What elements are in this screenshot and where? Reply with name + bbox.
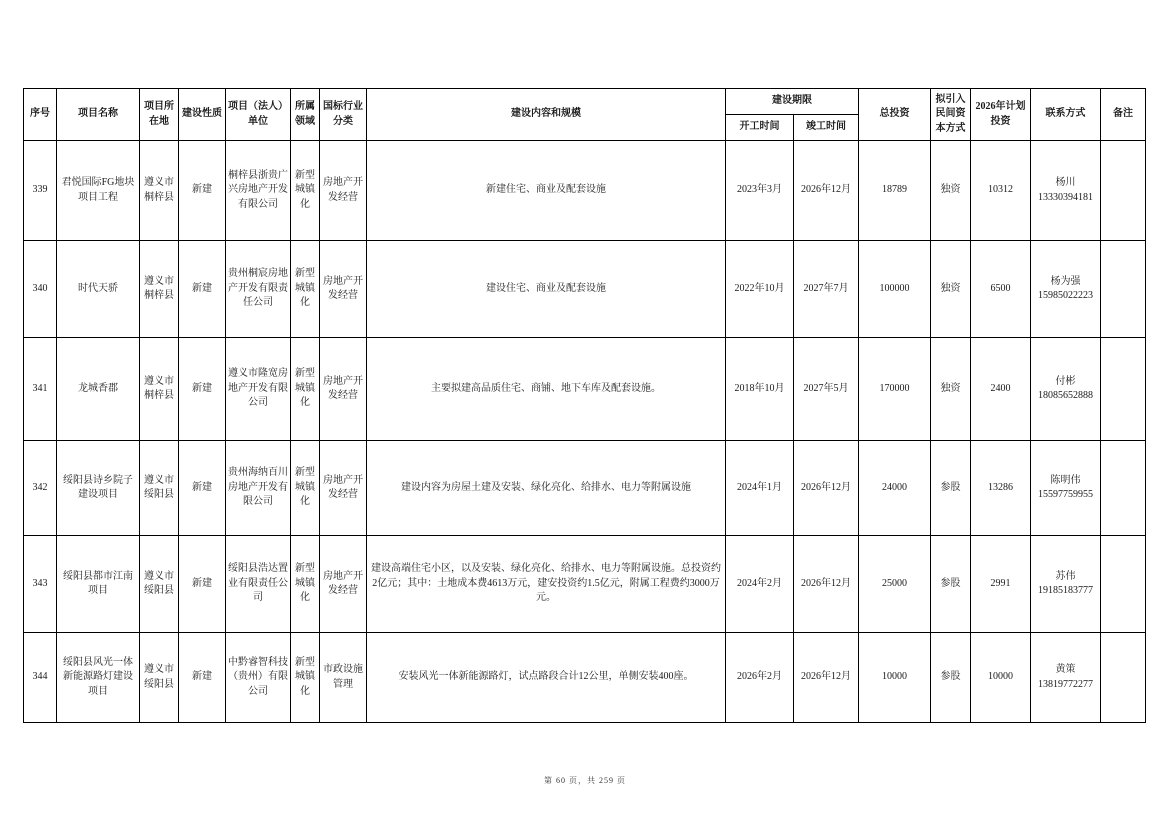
cell-contact: [1031, 536, 1101, 633]
cell-location: 遵义市桐梓县: [140, 241, 179, 338]
cell-nature: 新建: [179, 338, 226, 441]
cell-start-date: 2018年10月: [726, 338, 794, 441]
cell-project-name: 君悦国际FG地块项目工程: [57, 141, 140, 241]
header-row-1: [24, 89, 1146, 115]
cell-industry: 房地产开发经营: [320, 536, 367, 633]
cell-nature: 新建: [179, 141, 226, 241]
cell-capital-method: 独资: [931, 338, 971, 441]
header-contact: 联系方式: [1031, 89, 1101, 141]
cell-contact: [1031, 633, 1101, 723]
cell-content: 建设高端住宅小区，以及安装、绿化亮化、给排水、电力等附属设施。总投资约2亿元；其中：土地成本费4613万元，建安投资约1.5亿元，附属工程费约3000万元。: [367, 536, 726, 633]
cell-capital-method: 参股: [931, 536, 971, 633]
cell-total-investment: 24000: [859, 441, 931, 536]
cell-total-investment: 170000: [859, 338, 931, 441]
cell-capital-method: 参股: [931, 441, 971, 536]
cell-total-investment: 10000: [859, 633, 931, 723]
cell-end-date: 2026年12月: [794, 536, 859, 633]
cell-planned-2026: 10000: [971, 633, 1031, 723]
contact-name: 杨为强: [1050, 275, 1081, 287]
page-footer: 第 60 页，共 259 页: [544, 776, 626, 785]
header-industry: 国标行业分类: [320, 89, 367, 141]
cell-start-date: 2023年3月: [726, 141, 794, 241]
cell-industry: 房地产开发经营: [320, 338, 367, 441]
cell-remark: [1101, 633, 1146, 723]
cell-content: 主要拟建高品质住宅、商铺、地下车库及配套设施。: [367, 338, 726, 441]
cell-entity: 遵义市隆宽房地产开发有限公司: [226, 338, 291, 441]
cell-content: 安装风光一体新能源路灯，试点路段合计12公里，单侧安装400座。: [367, 633, 726, 723]
cell-capital-method: 参股: [931, 633, 971, 723]
cell-end-date: 2026年12月: [794, 633, 859, 723]
cell-remark: [1101, 441, 1146, 536]
cell-contact: [1031, 338, 1101, 441]
header-field: 所属领域: [291, 89, 320, 141]
cell-remark: [1101, 141, 1146, 241]
cell-contact: [1031, 141, 1101, 241]
cell-remark: [1101, 338, 1146, 441]
cell-project-name: 绥阳县诗乡院子建设项目: [57, 441, 140, 536]
cell-project-name: 龙城香郡: [57, 338, 140, 441]
cell-nature: 新建: [179, 633, 226, 723]
contact-phone: 13330394181: [1038, 191, 1093, 203]
cell-total-investment: 100000: [859, 241, 931, 338]
header-planned-2026: 2026年计划投资: [971, 89, 1031, 141]
cell-end-date: 2027年7月: [794, 241, 859, 338]
cell-planned-2026: 13286: [971, 441, 1031, 536]
table-row: [24, 536, 1146, 633]
cell-start-date: 2022年10月: [726, 241, 794, 338]
cell-industry: 房地产开发经营: [320, 441, 367, 536]
cell-seq: 342: [24, 441, 57, 536]
cell-start-date: 2026年2月: [726, 633, 794, 723]
cell-content: 新建住宅、商业及配套设施: [367, 141, 726, 241]
contact-name: 陈明伟: [1050, 474, 1081, 486]
contact-phone: 15597759955: [1038, 489, 1093, 500]
contact-name: 黄策: [1055, 664, 1076, 675]
cell-end-date: 2026年12月: [794, 441, 859, 536]
contact-name: 苏伟: [1055, 570, 1076, 582]
cell-contact: [1031, 241, 1101, 338]
header-project-name: 项目名称: [57, 89, 140, 141]
header-location: 项目所在地: [140, 89, 179, 141]
cell-nature: 新建: [179, 441, 226, 536]
cell-location: 遵义市桐梓县: [140, 338, 179, 441]
cell-seq: 340: [24, 241, 57, 338]
project-table: [23, 88, 1146, 723]
table-row: [24, 441, 1146, 536]
contact-phone: 13819772277: [1038, 678, 1093, 690]
header-period-group: 建设期限: [726, 89, 859, 115]
cell-project-name: 时代天骄: [57, 241, 140, 338]
cell-field: 新型城镇化: [291, 338, 320, 441]
cell-industry: 房地产开发经营: [320, 241, 367, 338]
cell-start-date: 2024年2月: [726, 536, 794, 633]
contact-phone: 18085652888: [1038, 390, 1093, 401]
header-seq: 序号: [24, 89, 57, 141]
cell-capital-method: 独资: [931, 241, 971, 338]
header-capital-method: 拟引入民间资本方式: [931, 89, 971, 141]
table-row: [24, 241, 1146, 338]
cell-location: 遵义市绥阳县: [140, 633, 179, 723]
cell-entity: 绥阳县浩达置业有限责任公司: [226, 536, 291, 633]
cell-content: 建设住宅、商业及配套设施: [367, 241, 726, 338]
cell-planned-2026: 2991: [971, 536, 1031, 633]
cell-entity: 贵州桐宸房地产开发有限责任公司: [226, 241, 291, 338]
contact-phone: 15985022223: [1038, 290, 1093, 301]
cell-entity: 桐梓县浙贵广兴房地产开发有限公司: [226, 141, 291, 241]
cell-nature: 新建: [179, 241, 226, 338]
header-nature: 建设性质: [179, 89, 226, 141]
table-row: [24, 338, 1146, 441]
cell-remark: [1101, 241, 1146, 338]
cell-total-investment: 25000: [859, 536, 931, 633]
cell-entity: 贵州海纳百川房地产开发有限公司: [226, 441, 291, 536]
cell-field: 新型城镇化: [291, 241, 320, 338]
cell-capital-method: 独资: [931, 141, 971, 241]
cell-location: 遵义市绥阳县: [140, 536, 179, 633]
cell-location: 遵义市桐梓县: [140, 141, 179, 241]
cell-total-investment: 18789: [859, 141, 931, 241]
cell-nature: 新建: [179, 536, 226, 633]
cell-seq: 339: [24, 141, 57, 241]
cell-industry: 市政设施管理: [320, 633, 367, 723]
cell-seq: 343: [24, 536, 57, 633]
cell-contact: [1031, 441, 1101, 536]
cell-content: 建设内容为房屋土建及安装、绿化亮化、给排水、电力等附属设施: [367, 441, 726, 536]
cell-start-date: 2024年1月: [726, 441, 794, 536]
header-remark: 备注: [1101, 89, 1146, 141]
cell-project-name: 绥阳县风光一体新能源路灯建设项目: [57, 633, 140, 723]
header-total-investment: 总投资: [859, 89, 931, 141]
cell-seq: 341: [24, 338, 57, 441]
header-end-date: 竣工时间: [794, 115, 859, 141]
cell-industry: 房地产开发经营: [320, 141, 367, 241]
header-start-date: 开工时间: [726, 115, 794, 141]
table-row: [24, 141, 1146, 241]
table-row: [24, 633, 1146, 723]
cell-seq: 344: [24, 633, 57, 723]
contact-name: 杨川: [1055, 177, 1076, 188]
cell-planned-2026: 10312: [971, 141, 1031, 241]
cell-project-name: 绥阳县都市江南项目: [57, 536, 140, 633]
contact-name: 付彬: [1055, 375, 1076, 387]
cell-end-date: 2026年12月: [794, 141, 859, 241]
header-content: 建设内容和规模: [367, 89, 726, 141]
cell-planned-2026: 6500: [971, 241, 1031, 338]
contact-phone: 19185183777: [1038, 585, 1093, 596]
cell-field: 新型城镇化: [291, 633, 320, 723]
cell-field: 新型城镇化: [291, 441, 320, 536]
header-entity: 项目（法人）单位: [226, 89, 291, 141]
cell-remark: [1101, 536, 1146, 633]
cell-entity: 中黔睿智科技（贵州）有限公司: [226, 633, 291, 723]
cell-end-date: 2027年5月: [794, 338, 859, 441]
cell-planned-2026: 2400: [971, 338, 1031, 441]
cell-field: 新型城镇化: [291, 536, 320, 633]
cell-location: 遵义市绥阳县: [140, 441, 179, 536]
cell-field: 新型城镇化: [291, 141, 320, 241]
